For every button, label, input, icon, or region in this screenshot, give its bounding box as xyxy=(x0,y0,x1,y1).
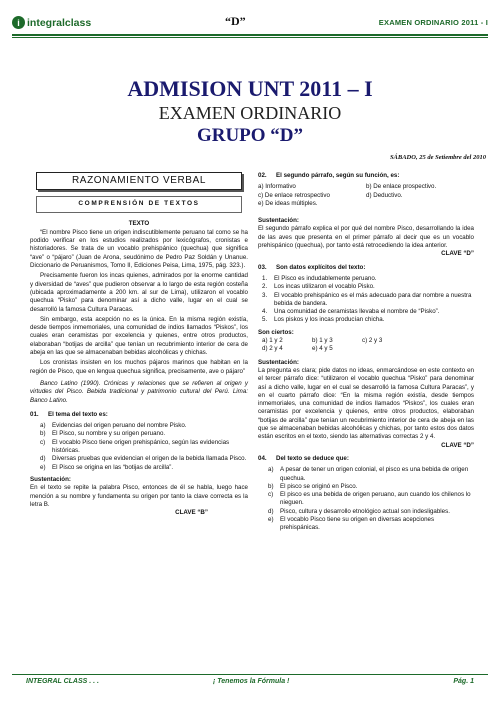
option xyxy=(366,183,436,191)
text-label: TEXTO xyxy=(128,219,150,227)
logo-text: integralclass xyxy=(27,16,92,29)
group-title: GRUPO “D” xyxy=(196,125,304,146)
option-letter: a) xyxy=(258,183,264,191)
sustentacion-label: Sustentación: xyxy=(30,475,71,483)
option xyxy=(40,422,248,430)
question-1-options xyxy=(40,422,248,472)
page-title: ADMISION UNT 2011 – I xyxy=(127,76,373,101)
option xyxy=(312,345,362,353)
exam-date: SÁBADO, 25 de Setiembre del 2010 xyxy=(389,154,486,161)
option-text: El pisco se originó en Pisco. xyxy=(280,482,358,490)
option xyxy=(366,192,402,200)
statement-item xyxy=(262,283,474,291)
option-row xyxy=(262,345,474,353)
footer-divider xyxy=(12,674,488,675)
option-letter: e) xyxy=(258,199,264,207)
citation: Banco Latino (1990). Crónicas y relaciones que se refieren al origen y virtudes del Pisco. Bebida tradicional y patrimonio cultural del Perú. Lima: Banco Latino. xyxy=(30,379,248,404)
option-letter: d) xyxy=(366,191,372,199)
sustentacion-text: El segundo párrafo explica el por qué del nombre Pisco, desarrollando la idea de las aves que presenta en el primer párrafo al decir que es un vocablo prehispánico (quechua), por tanto está retrocediendo la idea anterior. xyxy=(258,225,474,250)
question-stem: El tema del texto es: xyxy=(48,410,108,418)
option xyxy=(40,455,248,463)
item-text: El Pisco es indudablemente peruano. xyxy=(274,274,377,282)
option-letter: c) xyxy=(40,438,46,446)
question-3 xyxy=(258,264,474,272)
option xyxy=(258,200,474,208)
option-letter: b) xyxy=(312,337,318,345)
paragraph: Precisamente fueron los incas quienes, admirados por la enorme cantidad y diversidad de “aves” que pudieron observar a lo largo de esta región costeña (ubicada aproximadamente a 200 km. al sur de Lima), utilizaron el vocablo quechua “Pisko” para denominar así a dicho valle, lugar en el cual se desarrolló la famosa Cultura Paracas. xyxy=(30,272,248,313)
option-text: Evidencias del origen peruano del nombre Pisko. xyxy=(52,422,187,430)
option-text: Informativo xyxy=(265,183,296,191)
option-letter: e) xyxy=(312,345,318,353)
option-letter: d) xyxy=(262,345,268,353)
option-letter: a) xyxy=(262,337,268,345)
option-text: 2 y 3 xyxy=(368,337,383,345)
item-number: 3. xyxy=(262,291,268,299)
item-text: Los piskos y los incas producían chicha. xyxy=(274,316,385,324)
statement-item xyxy=(262,292,474,309)
question-number: 02. xyxy=(258,172,267,179)
option-text: 1 y 2 xyxy=(269,337,283,345)
option-text: Pisco, cultura y desarrollo etnológico actual son indesligables. xyxy=(280,507,450,515)
sustentacion-text: En el texto se repite la palabra Pisco, entonces de él se habla, luego hace mención a su nombre y fundamenta su origen por tanto la clave correcta es la letra B. xyxy=(30,484,248,508)
option-letter: b) xyxy=(40,430,46,438)
option-text: El pisco es una bebida de origen peruano, aun cuando los chilenos lo nieguen. xyxy=(280,491,471,507)
question-4-options xyxy=(268,466,474,532)
subsection-title: COMPRENSIÓN DE TEXTOS xyxy=(36,196,242,212)
option xyxy=(268,508,474,516)
option-text: A pesar de tener un origen colonial, el pisco es una bebida de origen quechua. xyxy=(280,466,469,482)
question-3-items xyxy=(262,275,474,325)
answer-key: CLAVE “D” xyxy=(441,441,474,449)
option-letter: a) xyxy=(268,466,274,474)
option xyxy=(268,491,474,508)
header-divider xyxy=(12,34,488,36)
sustentacion-label: Sustentación: xyxy=(258,358,299,366)
option xyxy=(362,337,412,345)
ciertos-label: Son ciertos: xyxy=(258,328,294,336)
option xyxy=(268,466,474,483)
option-letter: b) xyxy=(268,482,274,490)
paragraph: “El nombre Pisco tiene un origen indiscutiblemente peruano tal como se ha podido verificar en los estudios realizados por lexicógrafos, cronistas e historiadores. Se trata de un vocablo prehispánico (quechua) que significa “ave” o “pájaro” (Juan de Arona, seudónimo de Pedro Paz Soldán y Unanue. Diccionario de Peruanismos, Tomo II, Ediciones Peisa, Lima, 1975, pág. 323.). xyxy=(30,228,248,270)
option-text: El vocablo Pisco tiene origen prehispánico, según las evidencias históricas. xyxy=(52,438,230,455)
page-subtitle: EXAMEN ORDINARIO xyxy=(158,103,342,123)
option-text: De ideas múltiples. xyxy=(265,199,318,207)
option-text: De enlace retrospectivo xyxy=(264,191,330,199)
option-text: El Pisco se origina en las “botijas de arcilla”. xyxy=(52,463,174,471)
answer-key: CLAVE “D” xyxy=(441,250,474,258)
logo-icon: i xyxy=(12,16,25,29)
answer-key: CLAVE “B” xyxy=(175,509,208,517)
page-number: Pág. 1 xyxy=(453,678,474,685)
item-number: 2. xyxy=(262,283,268,291)
question-stem: El segundo párrafo, según su función, es: xyxy=(276,172,400,179)
option xyxy=(262,337,312,345)
statement-item xyxy=(262,316,474,324)
question-1 xyxy=(30,411,248,419)
header-exam-label: EXAMEN ORDINARIO 2011 - I xyxy=(378,18,488,27)
footer-slogan: ¡ Tenemos la Fórmula ! xyxy=(213,678,290,685)
option xyxy=(40,430,248,438)
question-stem: Del texto se deduce que: xyxy=(276,454,349,462)
option xyxy=(40,439,248,456)
question-2-options xyxy=(258,183,474,208)
option xyxy=(312,337,362,345)
option xyxy=(268,483,474,491)
statement-item xyxy=(262,275,474,283)
item-number: 4. xyxy=(262,308,268,316)
logo xyxy=(12,16,91,29)
option xyxy=(258,192,366,200)
option-letter: c) xyxy=(268,491,274,499)
item-text: Una comunidad de ceramistas llevaba el nombre de “Pisko”. xyxy=(274,308,440,316)
header-divider-thin xyxy=(12,37,488,38)
sustentacion-text: La pregunta es clara; pide datos no ideas, enmarcándose en este contexto en el tercer párrafo dice: “utilizaron el vocablo quechua “Pisko” para denominar así a dicho valle, lugar en el cual se desarrolló la famosa Cultura Paracas”, y en el cuarto párrafo dice: “En la misma región existía, desde tiempos inmemoriales, una comunidad de indios llamados “Piskos”, los cuales eran ceramistas por excelencia y quienes, entre otros productos, elaboraban “botijas de arcilla” que tenían un recubrimiento interior de cera de abeja en las que se almacenaban bebidas alcohólicas y chichas, por tanto estos dos datos están escritos en el texto, siendo las alternativas correctas 2 y 4. xyxy=(258,366,474,441)
option xyxy=(262,345,312,353)
question-4 xyxy=(258,455,474,463)
option-text: De enlace prospectivo. xyxy=(373,183,437,191)
question-number: 01. xyxy=(30,410,39,418)
sustentacion-label: Sustentación: xyxy=(258,217,299,225)
option-letter: d) xyxy=(40,455,46,463)
option-letter: e) xyxy=(40,463,46,471)
item-number: 5. xyxy=(262,316,268,324)
item-number: 1. xyxy=(262,274,268,282)
option-letter: c) xyxy=(362,337,368,345)
question-number: 04. xyxy=(258,454,267,462)
option-text: El Pisco, su nombre y su origen peruano. xyxy=(52,430,166,438)
section-title: RAZONAMIENTO VERBAL xyxy=(36,172,242,190)
option-letter: b) xyxy=(366,183,372,191)
option-letter: c) xyxy=(258,191,264,199)
item-text: El vocablo prehispánico es el más adecuado para dar nombre a nuestra bebida de bandera. xyxy=(274,291,472,307)
item-text: Los incas utilizaron el vocablo Pisko. xyxy=(274,283,375,291)
option xyxy=(258,183,366,191)
option-text: Deductivo. xyxy=(373,191,403,199)
statement-item xyxy=(262,308,474,316)
option xyxy=(40,464,248,472)
right-column xyxy=(258,172,474,537)
option-text: 1 y 3 xyxy=(319,337,333,345)
option-row xyxy=(262,337,474,345)
footer-brand: INTEGRAL CLASS . . . xyxy=(26,678,99,685)
option-letter: a) xyxy=(40,422,46,430)
header-group-label: “D” xyxy=(225,14,246,28)
option-letter: d) xyxy=(268,507,274,515)
paragraph: Los cronistas insisten en los muchos pájaros marinos que habitan en la región de Pisco, que en lengua quechua significa, precisamente, ave o pájaro” xyxy=(30,359,248,375)
option-letter: e) xyxy=(268,515,274,523)
option-row xyxy=(258,192,474,200)
option-text: 2 y 4 xyxy=(269,345,283,353)
question-stem: Son datos explícitos del texto: xyxy=(276,263,366,271)
option-text: El vocablo Pisco tiene su origen en diversas acepciones prehispánicas. xyxy=(280,515,435,532)
question-2 xyxy=(258,172,474,180)
option xyxy=(268,516,474,533)
question-number: 03. xyxy=(258,263,267,271)
option-text: Diversas pruebas que evidencian el origen de la bebida llamada Pisco. xyxy=(52,455,247,463)
option-row xyxy=(258,183,474,191)
paragraph: Sin embargo, esta acepción no es la única. En la misma región existía, desde tiempos inmemoriales, una comunidad de indios llamados “Piskos”, los cuales eran ceramistas por excelencia y quienes, entre otros productos, elaboraban “botijas de arcilla” que tenían un recubrimiento interior de cera de abeja en las que se almacenaban bebidas alcohólicas y chichas. xyxy=(30,315,248,357)
option-text: 4 y 5 xyxy=(319,345,333,353)
left-column xyxy=(30,172,248,517)
